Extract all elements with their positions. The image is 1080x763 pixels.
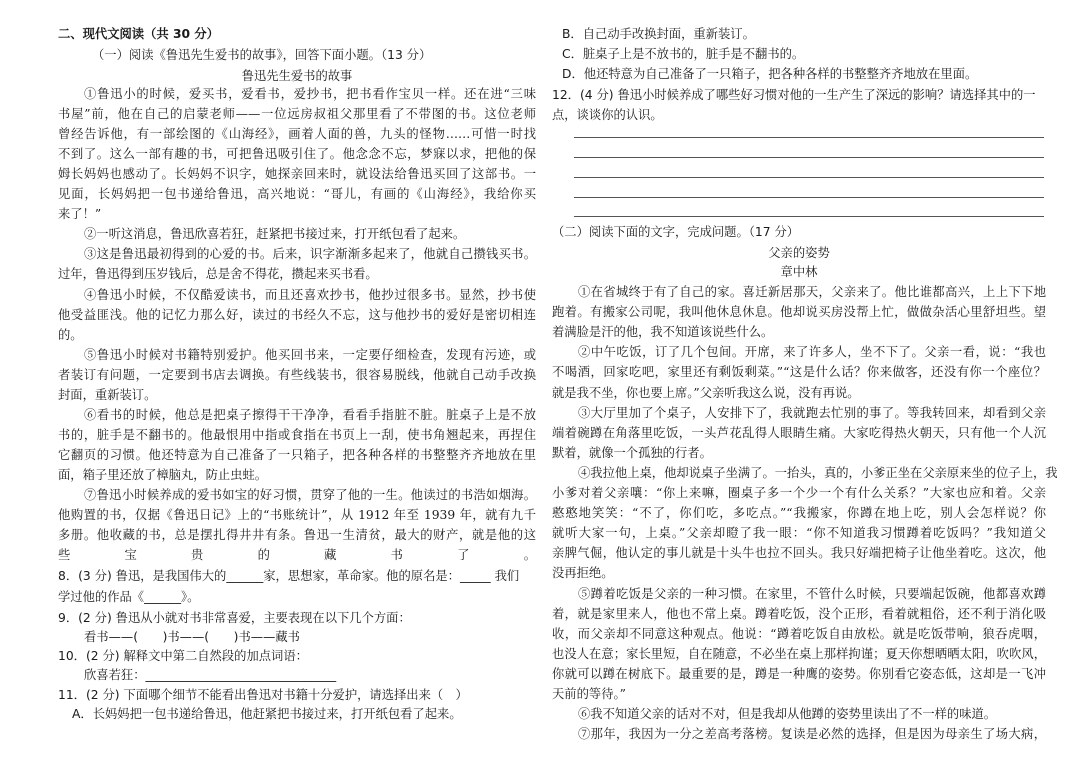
article-line: ④我拉他上桌，他却说桌子坐满了。一抬头，真的，小爹正坐在父亲原来坐的位子上，我 xyxy=(578,465,1058,480)
article-line: 你就可以蹲在树底下。最重要的是，蹲是一种鹰的姿势。你别看它姿态低，这却是一飞冲 xyxy=(552,666,1046,681)
article-line: ⑦鲁迅小时候养成的爱书如宝的好习惯，贯穿了他的一生。他读过的书浩如烟海。 xyxy=(84,488,536,502)
question-8-line-1: 8．(3 分) 鲁迅，是我国伟大的______家，思想家，革命家。他的原名是：_____ 我们 xyxy=(58,569,520,583)
article-line: 他受益匪浅。他的记忆力那么好，读过的书经久不忘，这与他抄书的爱好是密切相连 xyxy=(58,307,536,322)
article-line: 多册。他收藏的书，总是摆扎得井井有条。鲁迅一生清贫，最大的财产，就是他的这 xyxy=(58,528,536,543)
section-title: 二、现代文阅读（共 30 分） xyxy=(58,27,219,41)
article-line: 着，就是家里来人，他也不常上桌。蹲着吃饭，没个正形，看着就粗俗，还不利于消化吸 xyxy=(552,606,1046,621)
question-11: 11．(2 分) 下面哪个细节不能看出鲁迅对书籍十分爱护，请选择出来（ ） xyxy=(58,688,468,702)
article-line: ①鲁迅小的时候，爱买书，爱看书，爱抄书，把书看作宝贝一样。还在进“三味 xyxy=(84,87,536,101)
article-line: 书屋”前，他在自己的启蒙老师——一位远房叔祖父那里看了不带图的书。这位老师 xyxy=(58,107,536,122)
question-12-line-1: 12．(4 分) 鲁迅小时候养成了哪些好习惯对他的一生产生了深远的影响？请选择其中的一 xyxy=(552,88,1036,102)
article-line: ⑦那年，我因为一分之差高考落榜。复读是必然的选择，但是因为母亲生了场大病， xyxy=(578,727,1046,742)
article-line: ⑤鲁迅小时候对书籍特别爱护。他买回书来，一定要仔细检查，发现有污迹，或 xyxy=(84,347,536,362)
article-line: 它翻页的习惯。他还特意为自己准备了一只箱子，把各种各样的书整整齐齐地放在里 xyxy=(58,447,536,462)
question-8-line-2: 学过他的作品《______》。 xyxy=(58,590,200,604)
question-11-option-c: C．脏桌子上是不放书的，脏手是不翻书的。 xyxy=(562,47,805,61)
answer-line xyxy=(574,216,1044,217)
article-line: 亲脾气倔，他认定的事儿就是十头牛也拉不回头。我只好端把椅子让他坐着吃。这次，他 xyxy=(552,546,1046,561)
article-line: 者装订有问题，一定要到书店去调换。有些线装书，很容易脱线，他就自己动手改换 xyxy=(58,367,536,382)
article-line: 跑着。有搬家公司呢，我叫他休息休息。他却说买房没帮上忙，做做杂活心里舒坦些。望 xyxy=(552,305,1046,320)
article-line: 着满脸是汗的他，我不知道该说些什么。 xyxy=(552,325,774,340)
article-title-1: 鲁迅先生爱书的故事 xyxy=(241,69,353,83)
article-line: 书的，脏手是不翻书的。他最恨用中指或食指在书页上一刮，使书角翘起来，再捏住 xyxy=(58,427,536,442)
article-line: ⑥看书的时候，他总是把桌子擦得干干净净，看看手指脏不脏。脏桌子上是不放 xyxy=(84,407,536,422)
question-11-option-b: B．自己动手改换封面，重新装订。 xyxy=(562,27,755,41)
answer-line xyxy=(574,177,1044,178)
article-author: 章中林 xyxy=(780,265,818,279)
article-line: 的。 xyxy=(58,327,83,342)
article-line: ④鲁迅小时候，不仅酷爱读书，而且还喜欢抄书，他抄过很多书。显然，抄书使 xyxy=(84,287,536,302)
question-9-line-2: 看书——( )书——( )书——藏书 xyxy=(84,630,300,644)
reading-instruction-1: （一）阅读《鲁迅先生爱书的故事》，回答下面小题。（13 分） xyxy=(92,48,432,62)
article-line: ②中午吃饭，订了几个包间。开席，来了许多人，坐不下了。父亲一看，说：“我也 xyxy=(578,345,1046,360)
article-line: 小爹对着父亲嚷：“你上来嘛，圈桌子多一个少一个有什么关系？”大家也应和着。父亲 xyxy=(552,486,1046,500)
article-line: 默着，就像一个孤独的行者。 xyxy=(552,445,712,460)
article-line: 见面，长妈妈把一包书递给鲁迅，高兴地说：“哥儿，有画的《山海经》，我给你买 xyxy=(58,187,536,202)
reading-instruction-2: （二）阅读下面的文字，完成问题。（17 分） xyxy=(552,225,800,239)
answer-line xyxy=(574,157,1044,158)
article-line: 封面，重新装订。 xyxy=(58,387,157,402)
article-line: ②一听这消息，鲁迅欣喜若狂，赶紧把书接过来，打开纸包看了起来。 xyxy=(84,227,466,242)
question-12-line-2: 点，谈谈你的认识。 xyxy=(552,108,663,122)
question-10-line-1: 10．(2 分) 解释文中第二自然段的加点词语： xyxy=(58,649,308,663)
question-9-line-1: 9．(2 分) 鲁迅从小就对书非常喜爱，主要表现在以下几个方面： xyxy=(58,611,411,625)
article-line: 天前的等待。” xyxy=(552,687,626,701)
article-line: 不喝酒，回家吃吧，家里还有剩饭剩菜。”“这是什么话？你来做客，还没有你一个座位？ xyxy=(552,365,1046,380)
answer-line xyxy=(574,137,1044,138)
answer-line xyxy=(574,197,1044,198)
question-10-line-2: 欣喜若狂：_______________________________ xyxy=(84,668,337,682)
article-line: ⑤蹲着吃饭是父亲的一种习惯。在家里，不管什么时候，只要端起饭碗，他都喜欢蹲 xyxy=(578,586,1046,601)
article-line: ③大厅里加了个桌子，人安排下了，我就跑去忙别的事了。等我转回来，却看到父亲 xyxy=(578,405,1046,420)
article-line: 不到了。这么一部有趣的书，可把鲁迅吸引住了。他念念不忘，梦寐以求，把他的保 xyxy=(58,147,536,162)
article-line: 来了！” xyxy=(58,207,102,222)
article-line: 他购置的书，仅据《鲁迅日记》上的“书账统计”，从 1912 年至 1939 年，就有九千 xyxy=(58,508,536,523)
article-line: 姆长妈妈也感动了。长妈妈不识字，她探亲回来时，就设法给鲁迅买回了这部书。一 xyxy=(58,167,536,182)
article-line: 端着碗蹲在角落里吃饭，一头芦花乱得人眼睛生痛。大家吃得热火朝天，只有他一个人沉 xyxy=(552,425,1046,440)
article-title-2: 父亲的姿势 xyxy=(768,246,830,260)
article-line: ⑥我不知道父亲的话对不对，但是我却从他蹲的姿势里读出了不一样的味道。 xyxy=(578,707,997,722)
article-line: 憨憨地笑笑：“不了，你们吃，多吃点。”“我搬家，你蹲在地上吃，别人会怎样说？你 xyxy=(552,506,1046,521)
article-line: 过年，鲁迅得到压岁钱后，总是舍不得花，攒起来买书看。 xyxy=(58,267,378,282)
article-line: 也没人在意；家长里短，自在随意，不必坐在桌上那样拘谨；夏天你想晒晒太阳，吹吹风， xyxy=(552,646,1046,661)
article-line: 没再拒绝。 xyxy=(552,566,614,581)
article-line: 就听大家一句，上桌。”父亲却瞪了我一眼：“你不知道我习惯蹲着吃饭吗？”我知道父 xyxy=(552,526,1046,541)
article-line: 曾经告诉他，有一部绘图的《山海经》，画着人面的兽，九头的怪物……可惜一时找 xyxy=(58,127,536,142)
article-line: ③这是鲁迅最初得到的心爱的书。后来，识字渐渐多起来了，他就自己攒钱买书。 xyxy=(84,247,536,262)
article-line: ①在省城终于有了自己的家。喜迁新居那天，父亲来了。他比谁都高兴，上上下下地 xyxy=(578,285,1046,299)
question-11-option-d: D．他还特意为自己准备了一只箱子，把各种各样的书整整齐齐地放在里面。 xyxy=(562,67,978,81)
article-line: 面，箱子里还放了樟脑丸，防止虫蛀。 xyxy=(58,467,268,482)
article-line: 收，而父亲却不同意这种观点。他说：“蹲着吃饭自由放松。就是吃饭带响，狼吞虎咽， xyxy=(552,626,1046,641)
article-line: 些宝贵的藏书了。 xyxy=(58,548,536,563)
article-line: 就是我不坐，你也要上席。”父亲听我这么说，没有再说。 xyxy=(552,385,860,400)
question-11-option-a: A．长妈妈把一包书递给鲁迅，他赶紧把书接过来，打开纸包看了起来。 xyxy=(72,707,462,721)
